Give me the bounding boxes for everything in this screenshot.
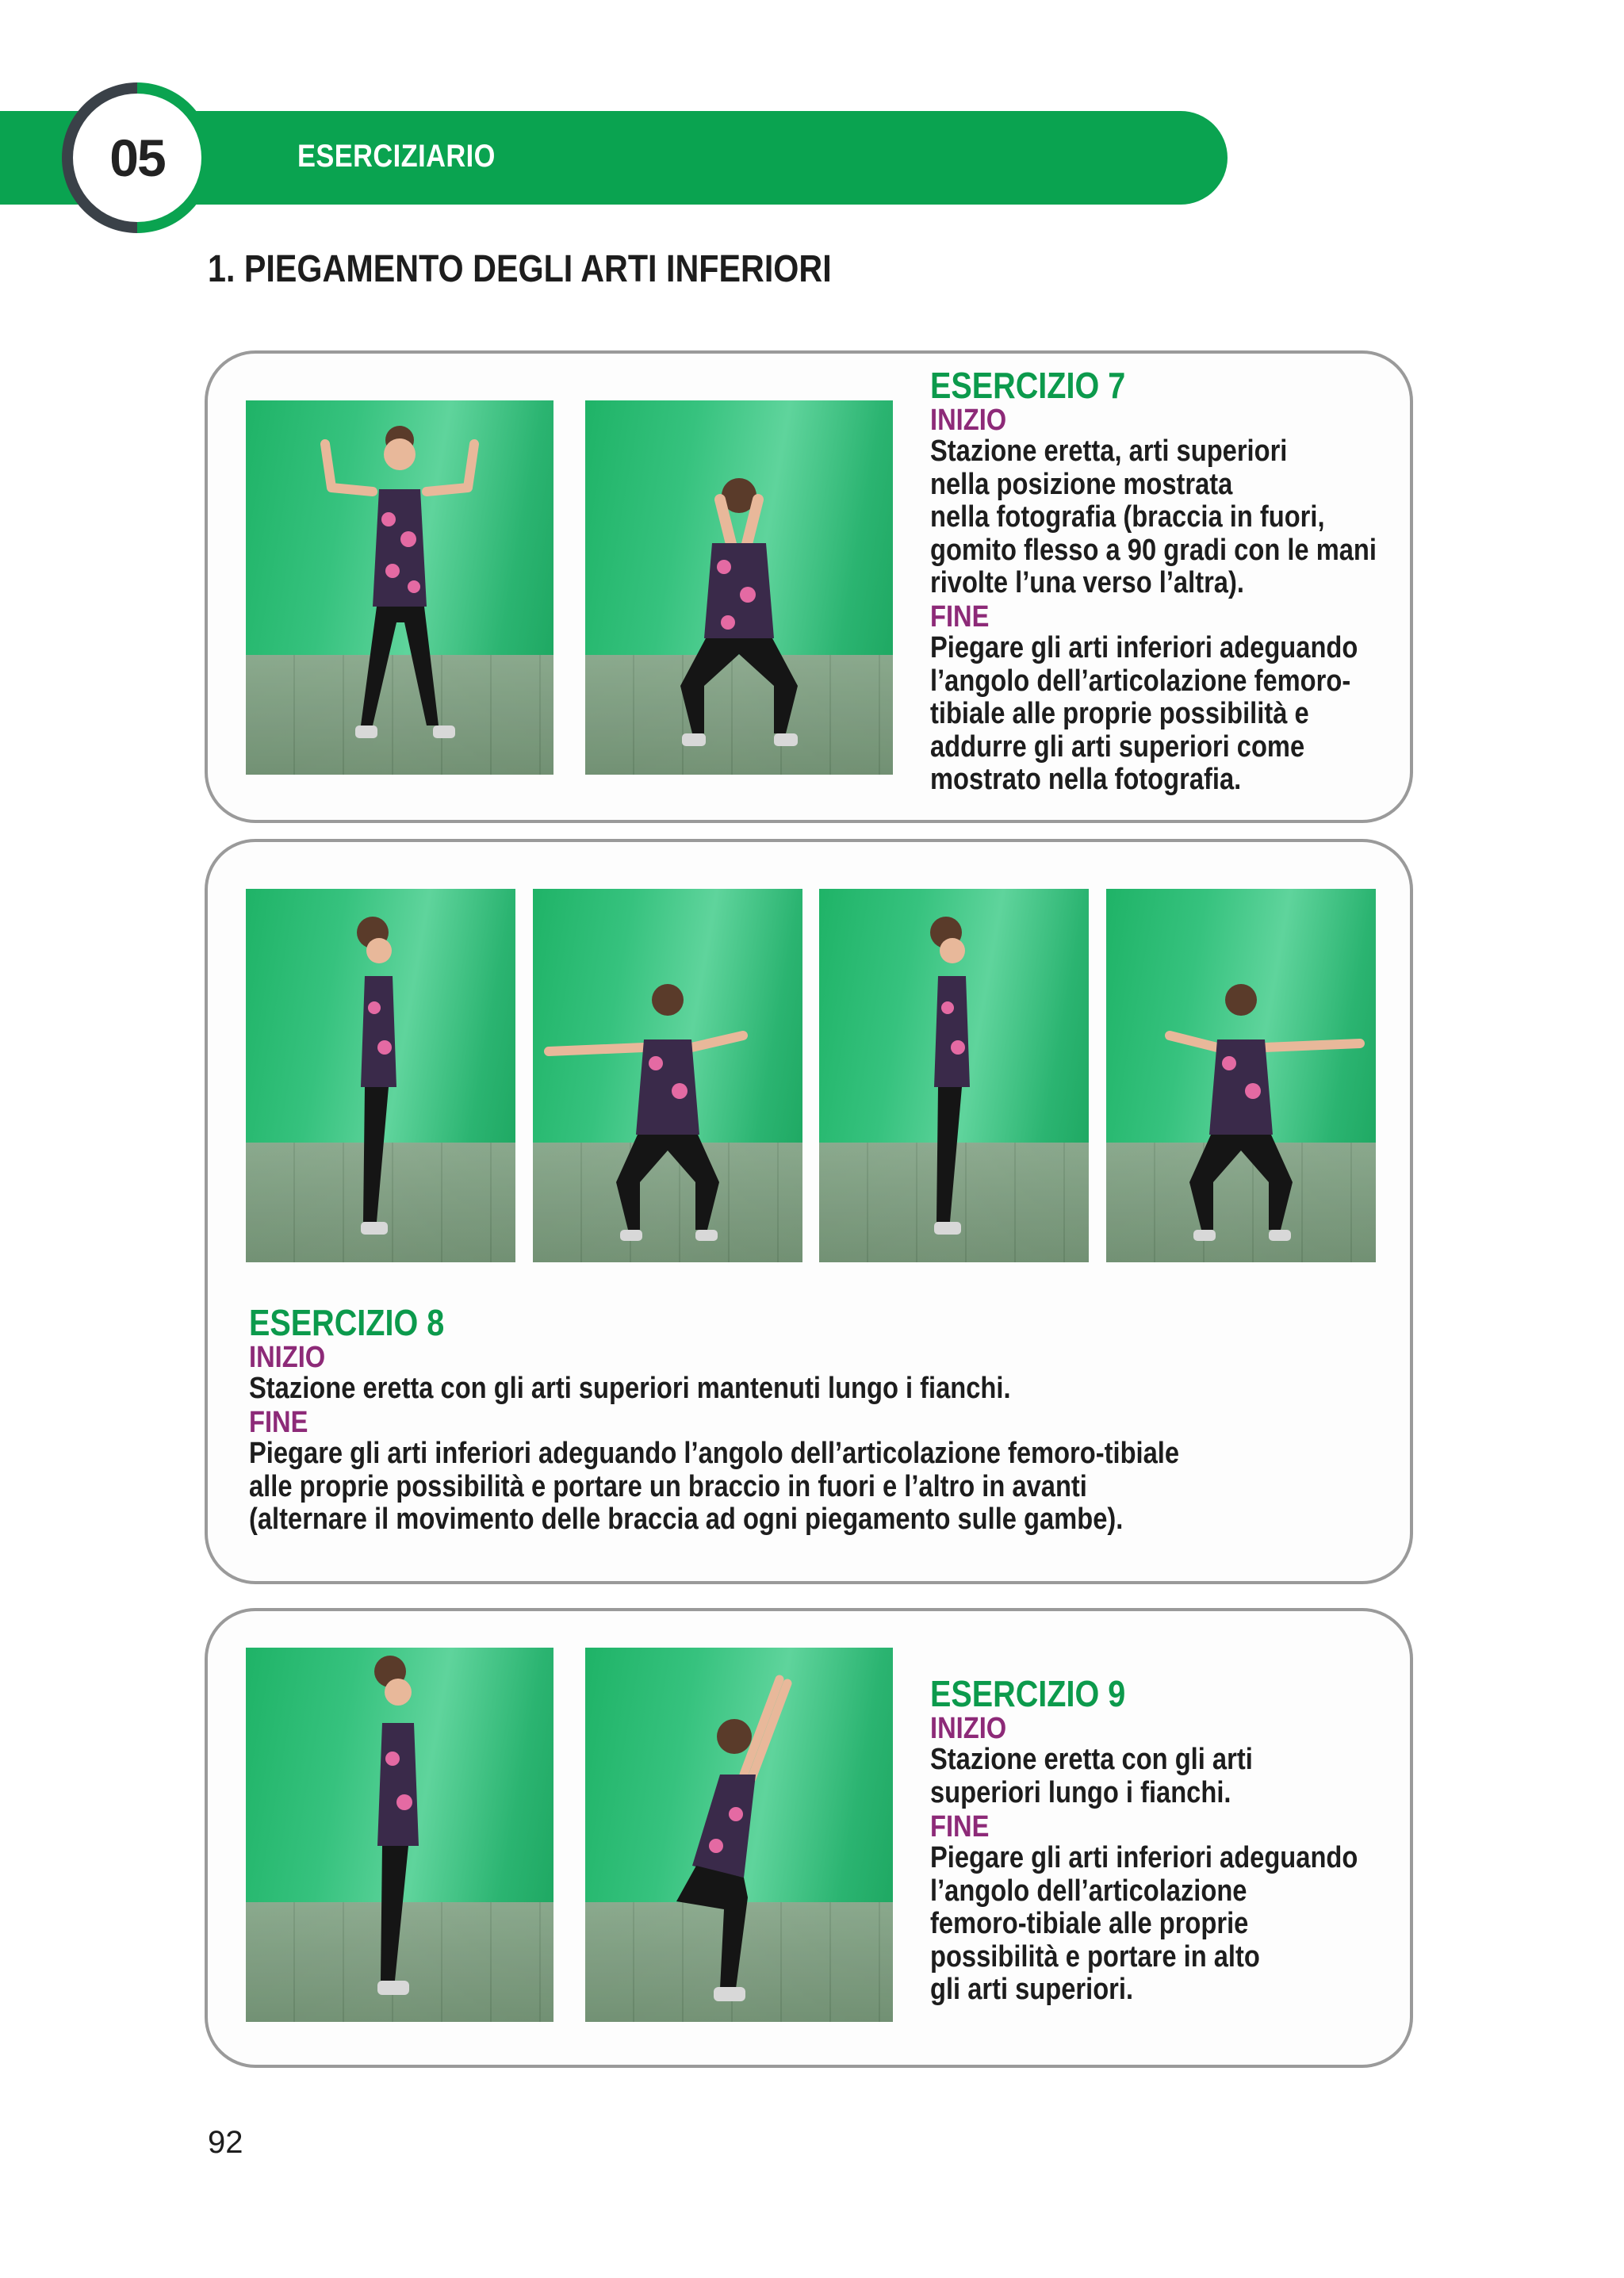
exercise-7-start-line: nella fotografia (braccia in fuori, (930, 500, 1325, 534)
person-figure-arms-raised (246, 400, 553, 775)
exercise-7-end-line: l’angolo dell’articolazione femoro- (930, 664, 1351, 698)
exercise-9-end-line: possibilità e portare in alto (930, 1939, 1260, 1974)
person-figure-squat-arms-adducted (585, 400, 893, 775)
exercise-9-end-text (930, 1842, 1358, 2007)
exercise-8-photo-end-left (1106, 889, 1376, 1262)
exercise-7-photo-start (246, 400, 553, 775)
exercise-7-end-text (930, 632, 1358, 797)
exercise-7-title: ESERCIZIO 7 (930, 365, 1126, 406)
exercise-9-photo-end (585, 1648, 893, 2022)
exercise-7-start-line: gomito flesso a 90 gradi con le mani (930, 533, 1377, 567)
exercise-9-end-line: l’angolo dell’articolazione (930, 1874, 1247, 1908)
section-label: ESERCIZIARIO (297, 139, 496, 174)
exercise-8-start-label: INIZIO (249, 1341, 326, 1374)
person-figure-squat-arm-out (533, 889, 802, 1262)
section-title: 1. PIEGAMENTO DEGLI ARTI INFERIORI (208, 248, 832, 290)
person-figure-standing-side (819, 889, 1089, 1262)
exercise-8-end-line: alle proprie possibilità e portare un braccio in fuori e l’altro in avanti (249, 1469, 1087, 1503)
exercise-8-end-line: Piegare gli arti inferiori adeguando l’angolo dell’articolazione femoro-tibiale (249, 1437, 1180, 1470)
exercise-8-photo-end-right (533, 889, 802, 1262)
person-figure-standing-side (246, 889, 515, 1262)
exercise-8-end-label: FINE (249, 1406, 308, 1439)
person-figure-standing-side (246, 1648, 553, 2022)
exercise-7-start-label: INIZIO (930, 404, 1007, 437)
exercise-9-start-text (930, 1744, 1253, 1809)
exercise-9-end-line: Piegare gli arti inferiori adeguando (930, 1841, 1358, 1874)
chapter-number: 05 (109, 128, 165, 187)
exercise-7-end-line: Piegare gli arti inferiori adeguando (930, 631, 1358, 664)
exercise-7-photo-end (585, 400, 893, 775)
exercise-7-start-line: nella posizione mostrata (930, 467, 1233, 501)
person-figure-squat-arm-out (1106, 889, 1376, 1262)
exercise-8-photo-start-side-2 (819, 889, 1089, 1262)
exercise-8-photo-start-side (246, 889, 515, 1262)
exercise-9-end-line: femoro-tibiale alle proprie (930, 1907, 1249, 1940)
exercise-8-end-line: (alternare il movimento delle braccia ad ogni piegamento sulle gambe). (249, 1503, 1124, 1536)
exercise-9-end-label: FINE (930, 1810, 990, 1843)
person-figure-squat-arms-up (585, 1648, 893, 2022)
exercise-9-title: ESERCIZIO 9 (930, 1673, 1126, 1714)
page-number: 92 (208, 2125, 243, 2160)
exercise-7-start-text (930, 435, 1377, 600)
exercise-7-end-line: tibiale alle proprie possibilità e (930, 697, 1309, 730)
exercise-7-start-line: Stazione eretta, arti superiori (930, 435, 1288, 468)
exercise-8-title: ESERCIZIO 8 (249, 1302, 445, 1343)
exercise-9-start-label: INIZIO (930, 1712, 1007, 1745)
exercise-9-photo-start (246, 1648, 553, 2022)
exercise-9-end-line: gli arti superiori. (930, 1973, 1134, 2006)
exercise-7-end-line: mostrato nella fotografia. (930, 763, 1242, 796)
exercise-8-start-text (249, 1373, 1011, 1406)
exercise-7-end-label: FINE (930, 600, 990, 634)
chapter-number-badge (73, 94, 201, 222)
exercise-8-start-line: Stazione eretta con gli arti superiori mantenuti lungo i fianchi. (249, 1372, 1011, 1405)
exercise-7-start-line: rivolte l’una verso l’altra). (930, 566, 1244, 599)
exercise-9-start-line: superiori lungo i fianchi. (930, 1775, 1231, 1809)
exercise-8-end-text (249, 1438, 1179, 1537)
exercise-9-start-line: Stazione eretta con gli arti (930, 1743, 1253, 1776)
exercise-7-end-line: addurre gli arti superiori come (930, 729, 1305, 764)
